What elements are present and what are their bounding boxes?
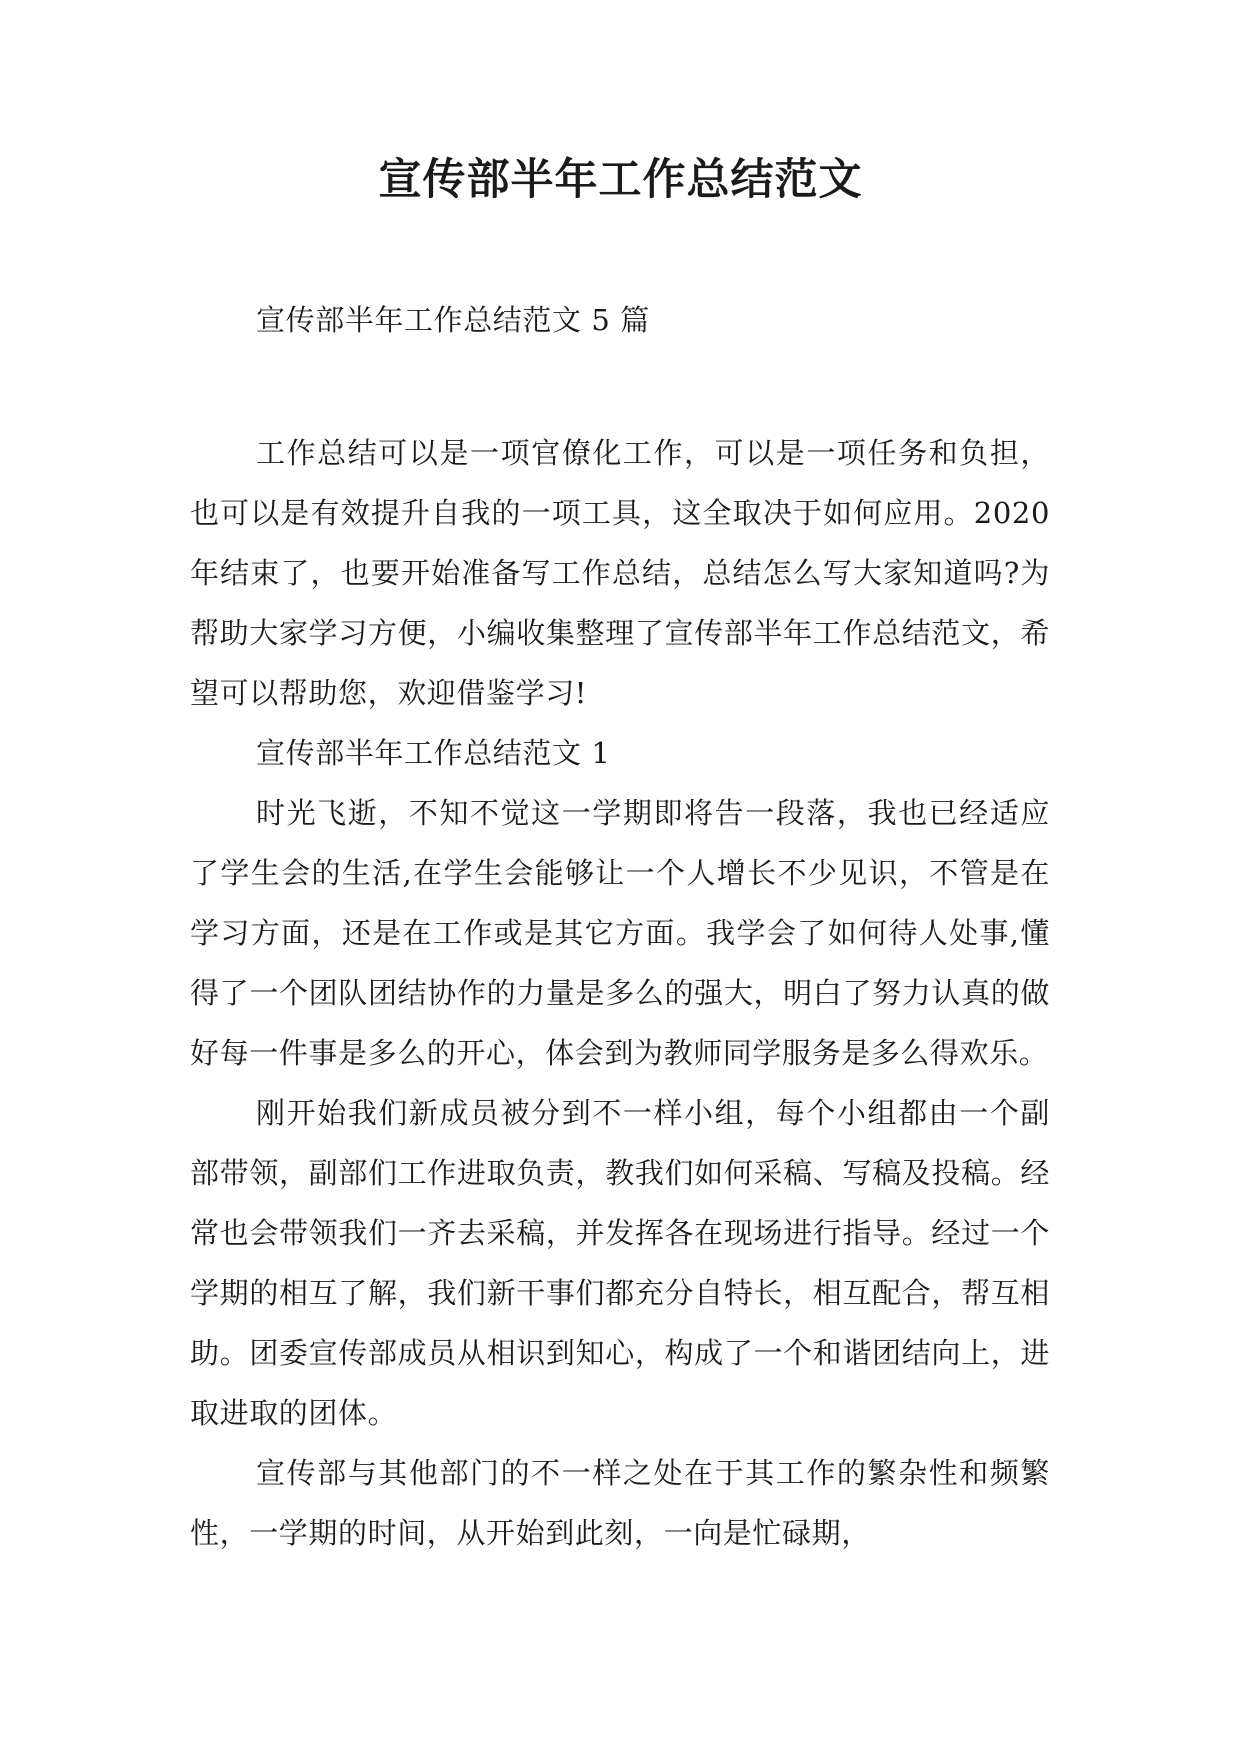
section-heading: 宣传部半年工作总结范文 1: [256, 736, 611, 770]
paragraph: 宣传部与其他部门的不一样之处在于其工作的繁杂性和频繁性，一学期的时间，从开始到此刻，一向是忙碌期，: [190, 1456, 1050, 1550]
spacer: [190, 350, 1050, 423]
paragraph: 时光飞逝，不知不觉这一学期即将告一段落，我也已经适应了学生会的生活,在学生会能够让一个人增长不少见识，不管是在学习方面，还是在工作或是其它方面。我学会了如何待人处事,懂得了一个团队团结协作的力量是多么的强大，明白了努力认真的做好每一件事是多么的开心，体会到为教师同学服务是多么得欢乐。: [190, 796, 1050, 1070]
paragraph-intro: 工作总结可以是一项官僚化工作，可以是一项任务和负担，也可以是有效提升自我的一项工具，这全取决于如何应用。2020 年结束了，也要开始准备写工作总结，总结怎么写大家知道吗?为帮助大家学习方便，小编收集整理了宣传部半年工作总结范文，希望可以帮助您，欢迎借鉴学习!: [190, 436, 1050, 710]
document-subtitle: 宣传部半年工作总结范文 5 篇: [256, 303, 650, 337]
paragraph: 刚开始我们新成员被分到不一样小组，每个小组都由一个副部带领，副部们工作进取负责，教我们如何采稿、写稿及投稿。经常也会带领我们一齐去采稿，并发挥各在现场进行指导。经过一个学期的相互了解，我们新干事们都充分自特长，相互配合，帮互相助。团委宣传部成员从相识到知心，构成了一个和谐团结向上，进取进取的团体。: [190, 1096, 1050, 1430]
document-body: [190, 290, 1050, 1563]
document-title: 宣传部半年工作总结范文: [378, 155, 863, 205]
